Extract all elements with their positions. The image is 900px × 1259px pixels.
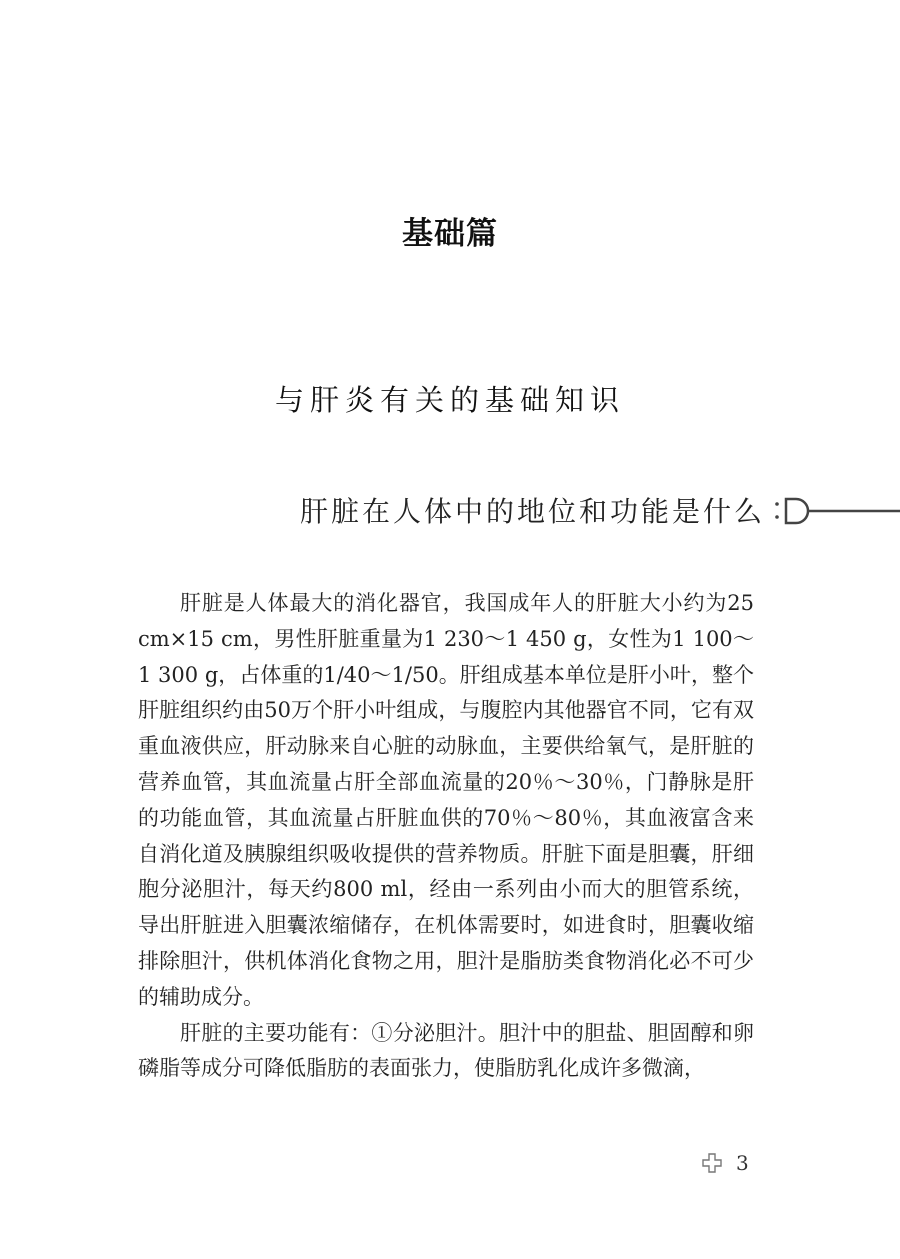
heading-ornament-icon	[772, 495, 900, 527]
body-text	[138, 586, 754, 1087]
section-heading: 肝脏在人体中的地位和功能是什么	[300, 495, 766, 528]
paragraph: 肝脏是人体最大的消化器官，我国成年人的肝脏大小约为25 cm×15 cm，男性肝脏重量为1 230～1 450 g，女性为1 100～1 300 g，占体重的1/40～1/50。肝组成基本单位是肝小叶，整个肝脏组织约由50万个肝小叶组成，与腹腔内其他器官不同，它有双重血液供应，肝动脉来自心脏的动脉血，主要供给氧气，是肝脏的营养血管，其血流量占肝全部血流量的20％～30％，门静脉是肝的功能血管，其血流量占肝脏血供的70％～80％，其血液富含来自消化道及胰腺组织吸收提供的营养物质。肝脏下面是胆囊，肝细胞分泌胆汁，每天约800 ml，经由一系列由小而大的胆管系统，导出肝脏进入胆囊浓缩储存，在机体需要时，如进食时，胆囊收缩排除胆汁，供机体消化食物之用，胆汁是脂肪类食物消化必不可少的辅助成分。	[138, 591, 754, 1009]
medical-cross-icon	[702, 1153, 722, 1173]
page-footer	[702, 1148, 749, 1178]
page-number: 3	[736, 1151, 749, 1175]
paragraph: 肝脏的主要功能有：①分泌胆汁。胆汁中的胆盐、胆固醇和卵磷脂等成分可降低脂肪的表面张力，使脂肪乳化成许多微滴，	[138, 1020, 754, 1081]
chapter-title: 与肝炎有关的基础知识	[274, 383, 625, 417]
part-title: 基础篇	[402, 216, 498, 252]
